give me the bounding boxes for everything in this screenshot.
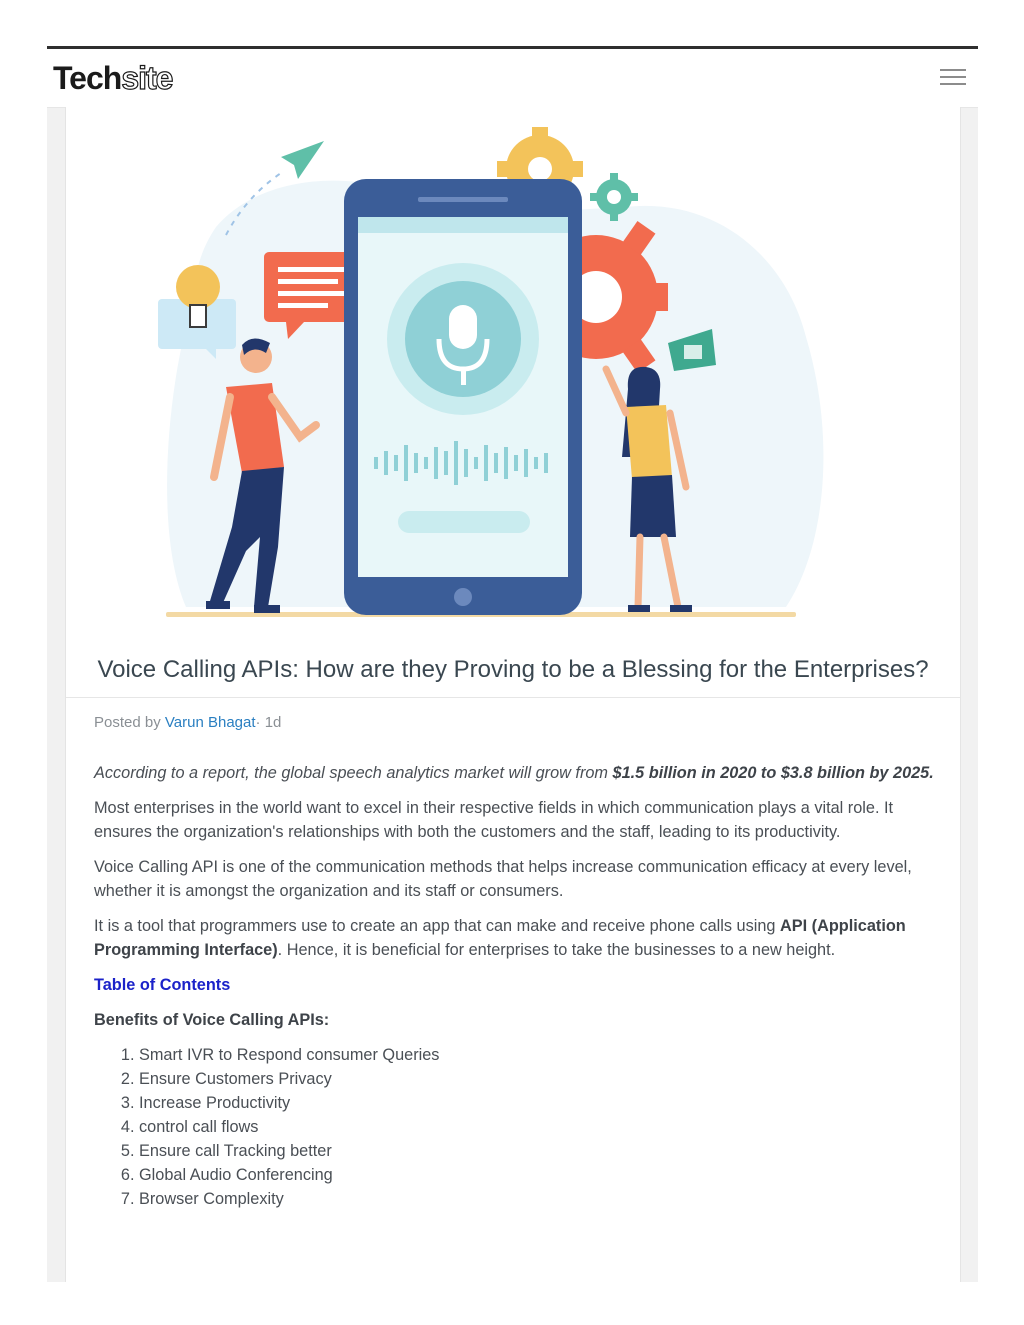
benefits-list: [94, 1043, 934, 1211]
hamburger-menu-icon[interactable]: [940, 69, 966, 89]
body-paragraph: Voice Calling API is one of the communication methods that helps increase communication efficacy at every level, whether it is amongst the organization and its staff or consumers.: [94, 858, 912, 900]
posted-by-label: Posted by: [94, 714, 165, 731]
post-age: 1d: [264, 714, 282, 731]
paragraph-text: It is a tool that programmers use to create an app that can make and receive phone calls using: [94, 917, 781, 935]
list-item: 5. Ensure call Tracking better: [139, 1139, 934, 1163]
intro-text: According to a report, the global speech analytics market will grow from: [94, 764, 613, 782]
menu-bar: [940, 83, 966, 85]
body-paragraph: [94, 914, 934, 962]
title-divider: [66, 697, 960, 698]
logo-text-tech: Tech: [53, 60, 122, 96]
menu-bar: [940, 76, 966, 78]
list-item: 1. Smart IVR to Respond consumer Queries: [139, 1043, 934, 1067]
intro-stat: $1.5 billion in 2020 to $3.8 billion by 2025.: [612, 764, 934, 782]
logo-text-site: site: [121, 60, 173, 96]
api-term: API (Application Programming Interface): [94, 917, 906, 959]
meta-separator: ·: [255, 714, 261, 731]
hero-illustration: [66, 107, 960, 637]
intro-paragraph: [94, 761, 934, 785]
list-item: 6. Global Audio Conferencing: [139, 1163, 934, 1187]
table-of-contents-link[interactable]: Table of Contents: [94, 976, 231, 994]
post-meta: [94, 714, 281, 731]
article-title: Voice Calling APIs: How are they Proving to be a Blessing for the Enterprises?: [97, 656, 929, 683]
list-item: 4. control call flows: [139, 1115, 934, 1139]
phone-illustration: [344, 179, 582, 615]
author-link[interactable]: Varun Bhagat: [164, 714, 256, 731]
list-item: 7. Browser Complexity: [139, 1187, 934, 1211]
body-paragraph: Most enterprises in the world want to excel in their respective fields in which communication plays a vital role. It ensures the organization's relationships with both the customers and the staff, leading to its productivity.: [94, 799, 894, 841]
benefits-heading: Benefits of Voice Calling APIs:: [94, 1011, 330, 1029]
site-header: [47, 49, 978, 108]
list-item: 2. Ensure Customers Privacy: [139, 1067, 934, 1091]
page-frame: [47, 46, 978, 1282]
article-card: [65, 107, 961, 1282]
toc-row: [94, 973, 934, 997]
site-logo[interactable]: [53, 60, 172, 96]
article-body: [94, 761, 934, 1211]
menu-bar: [940, 69, 966, 71]
paragraph-text: . Hence, it is beneficial for enterprises to take the businesses to a new height.: [277, 941, 836, 959]
list-item: 3. Increase Productivity: [139, 1091, 934, 1115]
